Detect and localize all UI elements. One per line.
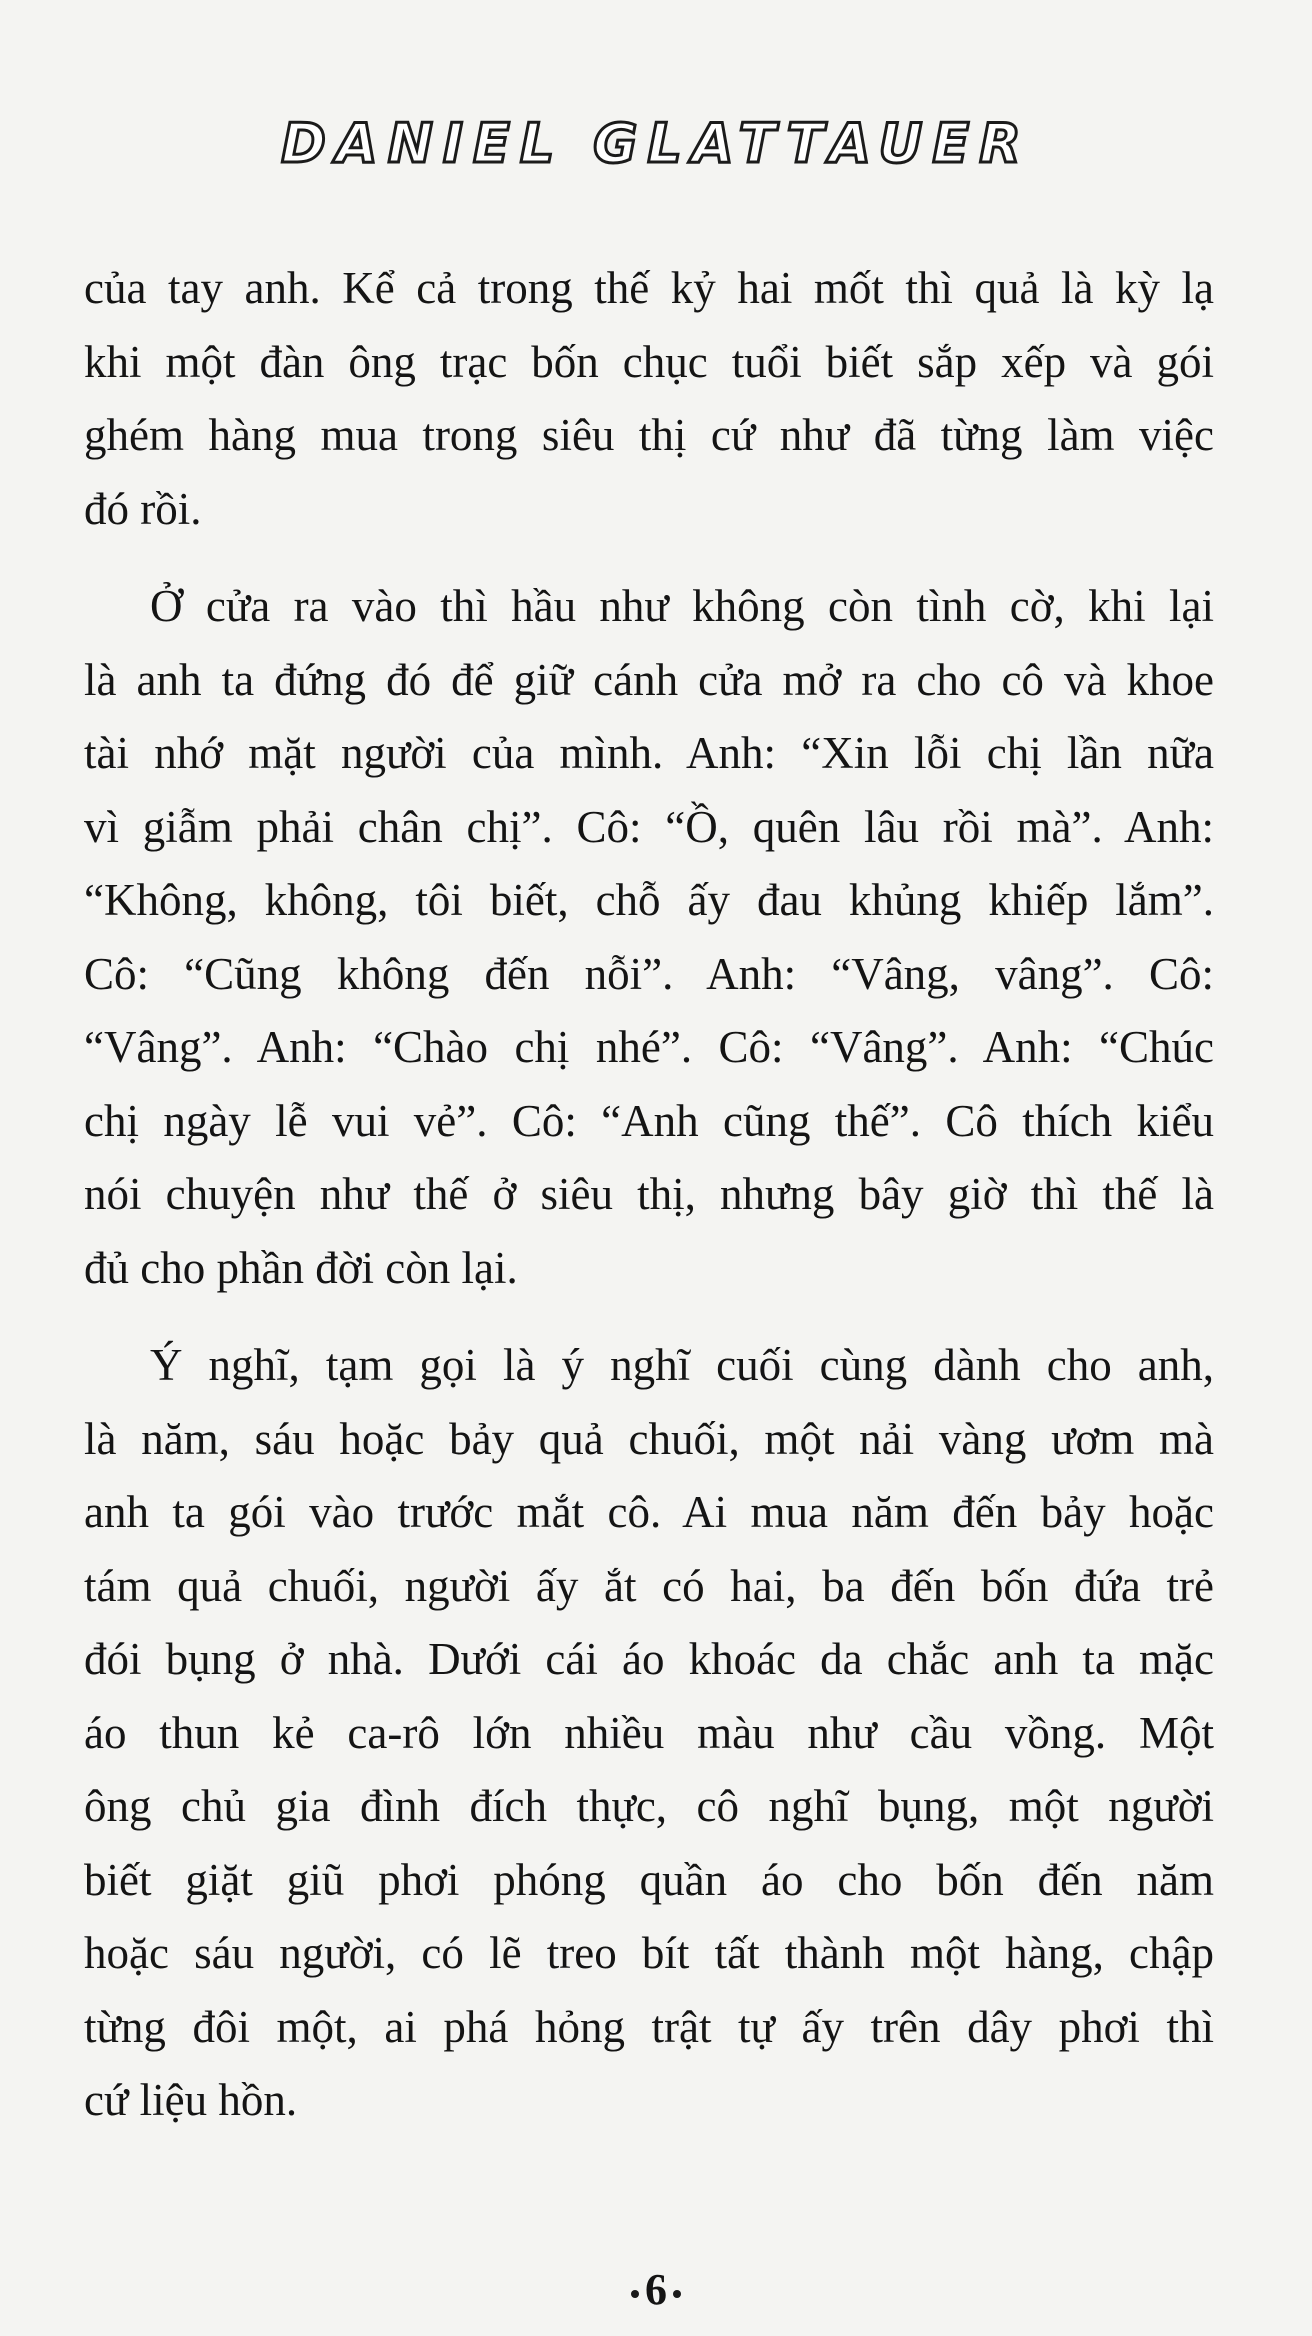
text-line: biết giặt giũ phơi phóng quần áo cho bốn đến năm (84, 1854, 1214, 1905)
text-line: đói bụng ở nhà. Dưới cái áo khoác da chắc anh ta mặc (84, 1634, 1214, 1684)
text-line: của tay anh. Kể cả trong thế kỷ hai mốt thì quả là kỳ lạ (84, 263, 1214, 313)
bullet-icon (631, 2290, 639, 2298)
text-line: hoặc sáu người, có lẽ treo bít tất thành một hàng, chập (84, 1928, 1214, 1978)
text-line: đủ cho phần đời còn lại. (84, 1242, 518, 1293)
text-line: là anh ta đứng đó để giữ cánh cửa mở ra cho cô và khoe (84, 654, 1214, 705)
running-header-author: DANIEL GLATTAUER (281, 112, 1031, 175)
text-line: ông chủ gia đình đích thực, cô nghĩ bụng, một người (84, 1781, 1214, 1831)
text-line: vì giẫm phải chân chị”. Cô: “Ồ, quên lâu rồi mà”. Anh: (84, 801, 1214, 852)
text-line: Ở cửa ra vào thì hầu như không còn tình cờ, khi lại (150, 581, 1214, 631)
paragraph-1 (84, 252, 1214, 546)
text-line: anh ta gói vào trước mắt cô. Ai mua năm đến bảy hoặc (84, 1487, 1214, 1537)
text-line: Ý nghĩ, tạm gọi là ý nghĩ cuối cùng dành cho anh, (150, 1340, 1214, 1390)
paragraph-3 (84, 1329, 1214, 2138)
text-line: Cô: “Cũng không đến nỗi”. Anh: “Vâng, vâng”. Cô: (84, 948, 1214, 999)
text-line: “Vâng”. Anh: “Chào chị nhé”. Cô: “Vâng”. Anh: “Chúc (84, 1022, 1214, 1072)
text-line: nói chuyện như thế ở siêu thị, nhưng bây giờ thì thế là (84, 1169, 1214, 1219)
body-text (84, 252, 1214, 2162)
text-line: ghém hàng mua trong siêu thị cứ như đã từng làm việc (84, 410, 1214, 460)
page-number-value: 6 (645, 2265, 667, 2314)
text-line: chị ngày lễ vui vẻ”. Cô: “Anh cũng thế”. Cô thích kiểu (84, 1095, 1214, 1146)
text-line: “Không, không, tôi biết, chỗ ấy đau khủng khiếp lắm”. (84, 875, 1214, 925)
text-line: tài nhớ mặt người của mình. Anh: “Xin lỗi chị lần nữa (84, 728, 1214, 778)
text-line: là năm, sáu hoặc bảy quả chuối, một nải vàng ươm mà (84, 1413, 1214, 1464)
paragraph-2 (84, 570, 1214, 1305)
text-line: đó rồi. (84, 483, 202, 534)
bullet-icon (673, 2290, 681, 2298)
text-line: cứ liệu hồn. (84, 2075, 298, 2125)
text-line: khi một đàn ông trạc bốn chục tuổi biết sắp xếp và gói (84, 336, 1214, 387)
text-line: áo thun kẻ ca-rô lớn nhiều màu như cầu vồng. Một (84, 1707, 1214, 1758)
page-number (0, 2264, 1312, 2315)
text-line: tám quả chuối, người ấy ắt có hai, ba đến bốn đứa trẻ (84, 1560, 1214, 1611)
text-line: từng đôi một, ai phá hỏng trật tự ấy trên dây phơi thì (84, 2001, 1214, 2052)
